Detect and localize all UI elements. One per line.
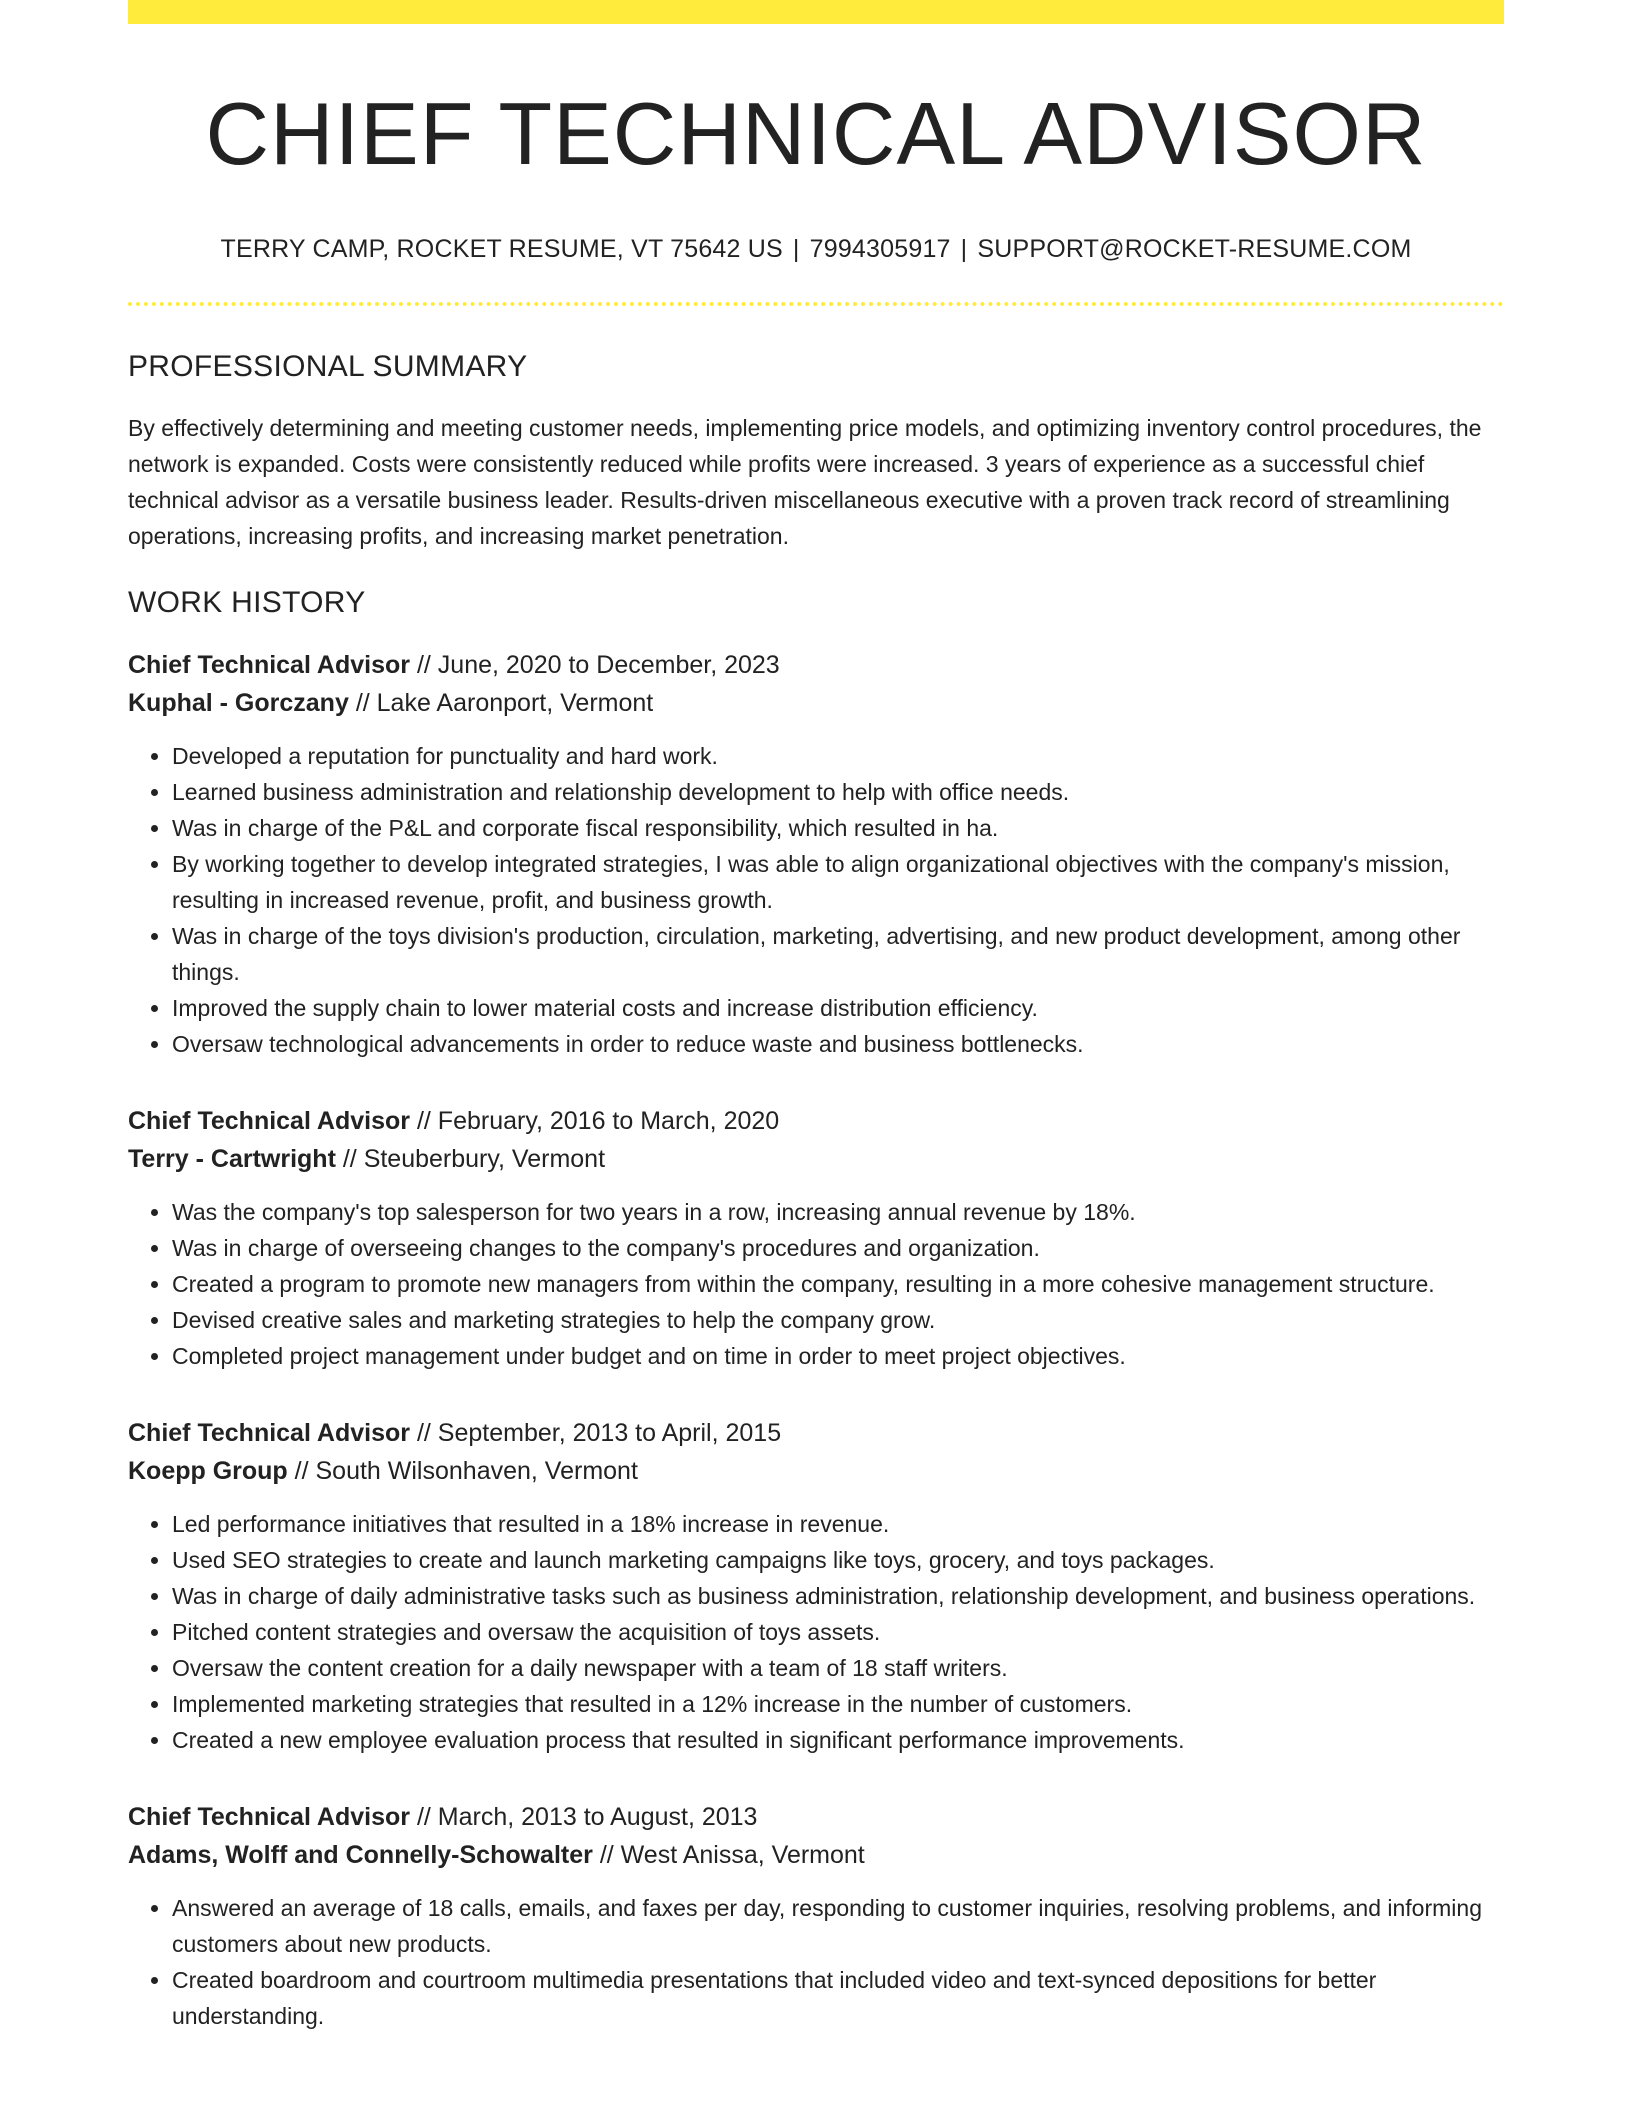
job-bullet: • Was in charge of daily administrative tasks such as business administration, relationship development, and business operations. bbox=[172, 1578, 1504, 1614]
job-company: Terry - Cartwright bbox=[128, 1144, 336, 1173]
job-title: Chief Technical Advisor bbox=[128, 1106, 411, 1135]
job-bullet: • Oversaw the content creation for a daily newspaper with a team of 18 staff writers. bbox=[172, 1650, 1504, 1686]
job-bullet: • Was in charge of the toys division's production, circulation, marketing, advertising, and new product development, among other things. bbox=[172, 918, 1504, 990]
summary-text: By effectively determining and meeting customer needs, implementing price models, and optimizing inventory control procedures, the network is expanded. Costs were consistently reduced while profits were increased. 3 years of experience as a successful chief technical advisor as a versatile business leader. Results-driven miscellaneous executive with a proven track record of streamlining operations, increasing profits, and increasing market penetration. bbox=[128, 414, 1482, 549]
job-entry bbox=[128, 1102, 1504, 1374]
job-bullet: • Completed project management under budget and on time in order to meet project objectives. bbox=[172, 1338, 1504, 1374]
job-dates: // March, 2013 to August, 2013 bbox=[410, 1802, 758, 1831]
contact-line bbox=[128, 235, 1504, 264]
job-title-line bbox=[128, 646, 1504, 684]
job-company: Kuphal - Gorczany bbox=[128, 688, 349, 717]
job-bullet: • Used SEO strategies to create and launch marketing campaigns like toys, grocery, and toys packages. bbox=[172, 1542, 1504, 1578]
job-company-line bbox=[128, 1836, 1504, 1874]
contact-email: SUPPORT@ROCKET-RESUME.COM bbox=[977, 234, 1412, 263]
job-bullet: • Pitched content strategies and oversaw the acquisition of toys assets. bbox=[172, 1614, 1504, 1650]
work-history-list bbox=[128, 646, 1504, 2034]
job-company-line bbox=[128, 1452, 1504, 1490]
job-company: Adams, Wolff and Connelly-Schowalter bbox=[128, 1840, 593, 1869]
job-company-line bbox=[128, 1140, 1504, 1178]
job-bullet: • Implemented marketing strategies that resulted in a 12% increase in the number of customers. bbox=[172, 1686, 1504, 1722]
job-bullet: • Was the company's top salesperson for two years in a row, increasing annual revenue by 18%. bbox=[172, 1194, 1504, 1230]
job-bullet: • Created a new employee evaluation process that resulted in significant performance improvements. bbox=[172, 1722, 1504, 1758]
summary-heading: PROFESSIONAL SUMMARY bbox=[128, 349, 528, 383]
job-title-line bbox=[128, 1798, 1504, 1836]
job-location: // West Anissa, Vermont bbox=[592, 1840, 865, 1869]
job-bullet: • Created boardroom and courtroom multimedia presentations that included video and text-synced depositions for better understanding. bbox=[172, 1962, 1504, 2034]
job-bullets bbox=[128, 1194, 1504, 1374]
job-bullets bbox=[128, 1890, 1504, 2034]
job-entry bbox=[128, 1414, 1504, 1758]
job-bullet: • Devised creative sales and marketing strategies to help the company grow. bbox=[172, 1302, 1504, 1338]
job-bullets bbox=[128, 1506, 1504, 1758]
job-bullets bbox=[128, 738, 1504, 1062]
job-bullet: • By working together to develop integrated strategies, I was able to align organizational objectives with the company's mission, resulting in increased revenue, profit, and business growth. bbox=[172, 846, 1504, 918]
job-title: Chief Technical Advisor bbox=[128, 1802, 411, 1831]
job-title-line bbox=[128, 1414, 1504, 1452]
job-bullet: • Oversaw technological advancements in order to reduce waste and business bottlenecks. bbox=[172, 1026, 1504, 1062]
job-company: Koepp Group bbox=[128, 1456, 288, 1485]
job-bullet: • Was in charge of the P&L and corporate fiscal responsibility, which resulted in ha. bbox=[172, 810, 1504, 846]
contact-separator: | bbox=[960, 234, 968, 263]
job-bullet: • Learned business administration and relationship development to help with office needs. bbox=[172, 774, 1504, 810]
job-location: // Lake Aaronport, Vermont bbox=[348, 688, 654, 717]
resume-title: CHIEF TECHNICAL ADVISOR bbox=[205, 84, 1427, 183]
job-entry bbox=[128, 1798, 1504, 2034]
dotted-divider bbox=[128, 302, 1504, 306]
job-title: Chief Technical Advisor bbox=[128, 1418, 411, 1447]
job-title: Chief Technical Advisor bbox=[128, 650, 411, 679]
contact-phone: 7994305917 bbox=[809, 234, 951, 263]
job-bullet: • Led performance initiatives that resulted in a 18% increase in revenue. bbox=[172, 1506, 1504, 1542]
contact-separator: | bbox=[792, 234, 800, 263]
job-title-line bbox=[128, 1102, 1504, 1140]
job-bullet: • Created a program to promote new managers from within the company, resulting in a more cohesive management structure. bbox=[172, 1266, 1504, 1302]
resume-page bbox=[128, 0, 1504, 2034]
job-bullet: • Developed a reputation for punctuality and hard work. bbox=[172, 738, 1504, 774]
job-dates: // February, 2016 to March, 2020 bbox=[410, 1106, 780, 1135]
job-dates: // June, 2020 to December, 2023 bbox=[410, 650, 780, 679]
job-dates: // September, 2013 to April, 2015 bbox=[410, 1418, 782, 1447]
job-company-line bbox=[128, 684, 1504, 722]
job-location: // Steuberbury, Vermont bbox=[335, 1144, 606, 1173]
job-location: // South Wilsonhaven, Vermont bbox=[287, 1456, 638, 1485]
accent-top-bar bbox=[128, 0, 1504, 24]
job-entry bbox=[128, 646, 1504, 1062]
job-bullet: • Was in charge of overseeing changes to the company's procedures and organization. bbox=[172, 1230, 1504, 1266]
job-bullet: • Answered an average of 18 calls, emails, and faxes per day, responding to customer inquiries, resolving problems, and informing customers about new products. bbox=[172, 1890, 1504, 1962]
work-history-heading: WORK HISTORY bbox=[128, 585, 366, 619]
contact-address: TERRY CAMP, ROCKET RESUME, VT 75642 US bbox=[220, 234, 783, 263]
job-bullet: • Improved the supply chain to lower material costs and increase distribution efficiency. bbox=[172, 990, 1504, 1026]
